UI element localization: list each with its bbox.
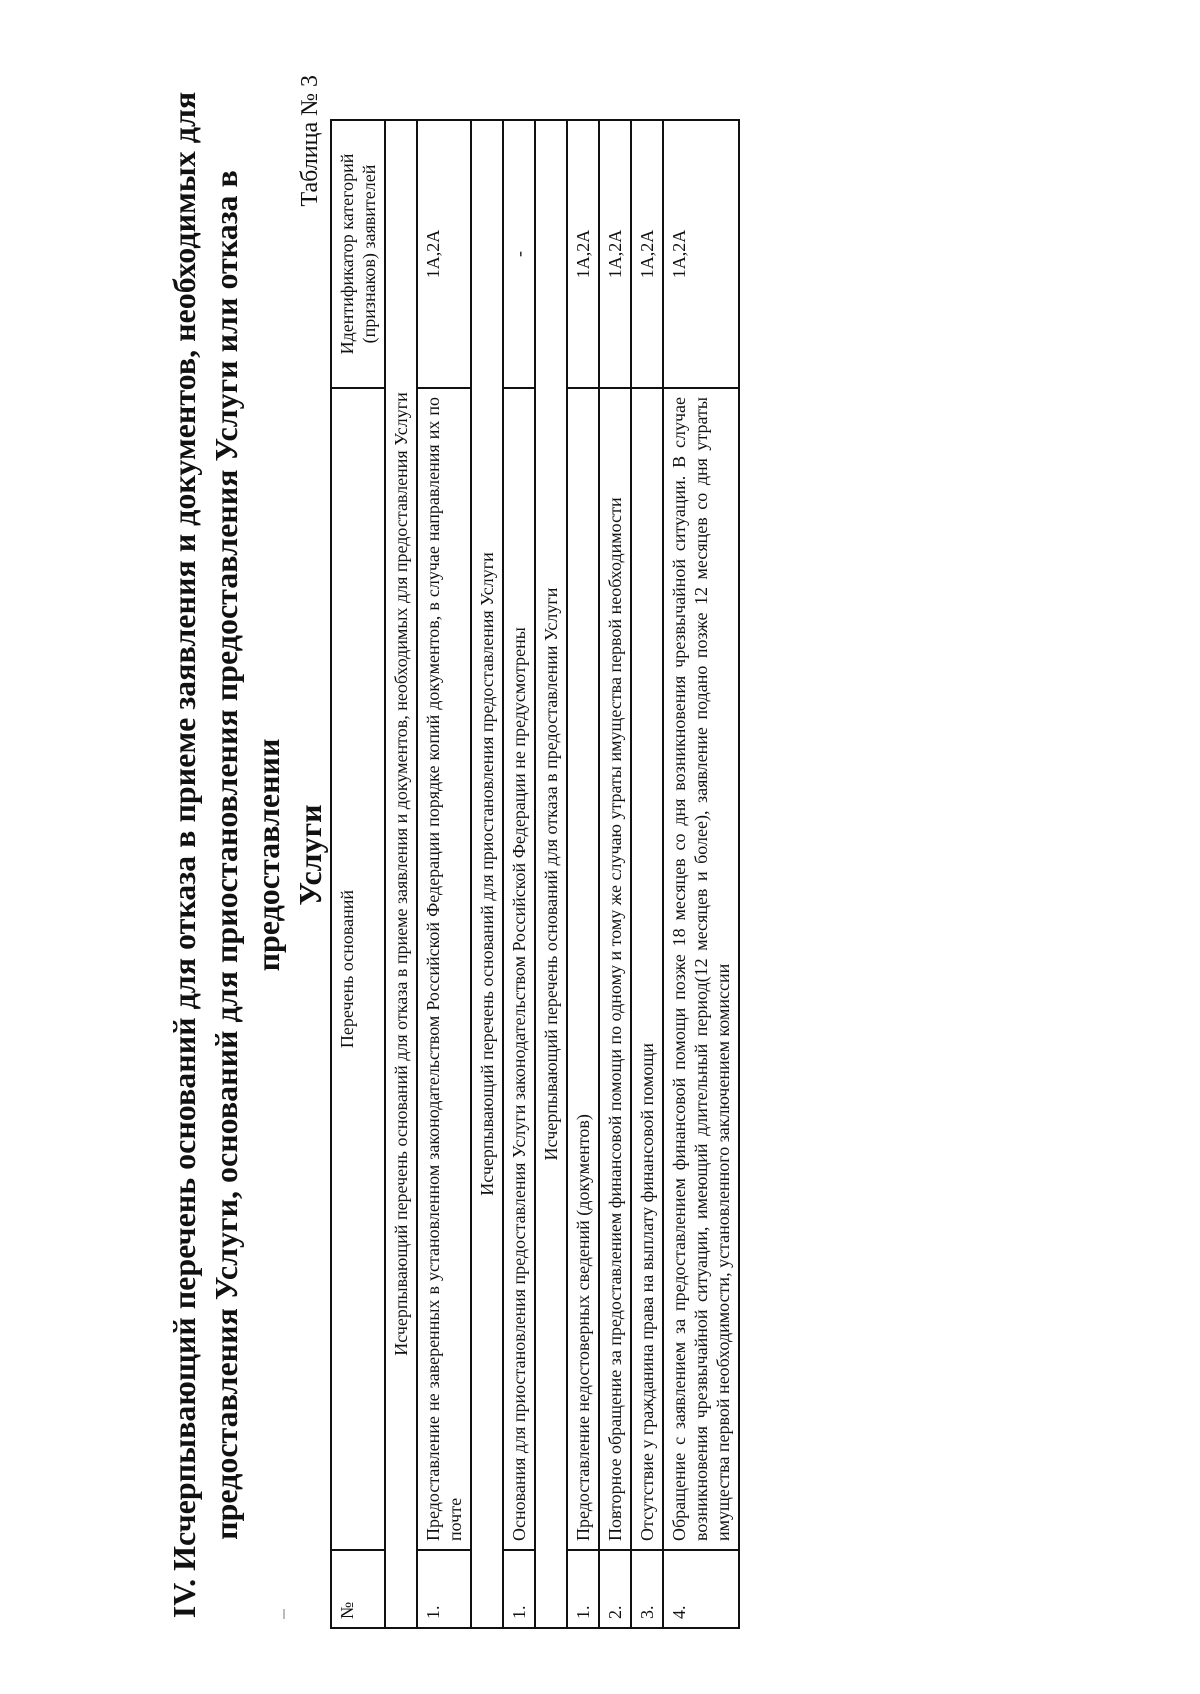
section-title: Исчерпывающий перечень оснований для приостановления предоставления Услуги (471, 120, 503, 1628)
row-identifier: 1А,2А (663, 120, 739, 388)
section-title: Исчерпывающий перечень оснований для отказа в приеме заявления и документов, необходимых для предоставления Услуги (385, 120, 417, 1628)
table-number-label: Таблица № 3 (297, 75, 323, 207)
row-identifier: 1А,2А (599, 120, 631, 388)
column-header-identifier: Идентификатор категорий (признаков) заявителей (331, 120, 385, 388)
section-row (385, 120, 417, 1628)
row-number: 1. (567, 1550, 599, 1628)
table-row (417, 120, 471, 1628)
grounds-table (330, 119, 740, 1629)
row-number: 4. (663, 1550, 739, 1628)
column-header-number: № (331, 1550, 385, 1628)
row-ground-text: Основания для приостановления предоставления Услуги законодательством Российской Федерации не предусмотрены (503, 388, 535, 1550)
row-identifier: - (503, 120, 535, 388)
row-number: 2. (599, 1550, 631, 1628)
row-ground-text: Обращение с заявлением за предоставлением финансовой помощи позже 18 месяцев со дня возникновения чрезвычайной ситуации. В случае возникновения чрезвычайной ситуации, имеющий длительный период(12 месяцев и более), заявление подано позже 12 месяцев со дня утраты имущества первой необходимости, установленного заключением комиссии (663, 388, 739, 1550)
rotated-page (135, 55, 1165, 1655)
row-identifier: 1А,2А (417, 120, 471, 388)
table-row (503, 120, 535, 1628)
section-title: Исчерпывающий перечень оснований для отказа в предоставлении Услуги (535, 120, 567, 1628)
table-row (599, 120, 631, 1628)
table-row (663, 120, 739, 1628)
column-header-grounds: Перечень оснований (331, 388, 385, 1550)
table-row (567, 120, 599, 1628)
row-number: 1. (503, 1550, 535, 1628)
heading-line-2: предоставления Услуги, оснований для приостановления предоставления Услуги или отказа в предоставлении (208, 170, 286, 1540)
row-identifier: 1А,2А (631, 120, 663, 388)
row-ground-text: Предоставление не заверенных в установленном законодательством Российской Федерации порядке копий документов, в случае направления их по почте (417, 388, 471, 1550)
row-identifier: 1А,2А (567, 120, 599, 388)
section-row (535, 120, 567, 1628)
section-heading (163, 75, 331, 1635)
row-number: 3. (631, 1550, 663, 1628)
row-number: 1. (417, 1550, 471, 1628)
table-header-row (331, 120, 385, 1628)
heading-line-1: IV. Исчерпывающий перечень оснований для отказа в приеме заявления и документов, необходимых для (166, 91, 202, 1619)
heading-line-3: Услуги (292, 804, 328, 906)
row-ground-text: Предоставление недостоверных сведений (документов) (567, 388, 599, 1550)
row-ground-text: Отсутствие у гражданина права на выплату финансовой помощи (631, 388, 663, 1550)
section-row (471, 120, 503, 1628)
table-row (631, 120, 663, 1628)
row-ground-text: Повторное обращение за предоставлением финансовой помощи по одному и тому же случаю утраты имущества первой необходимости (599, 388, 631, 1550)
